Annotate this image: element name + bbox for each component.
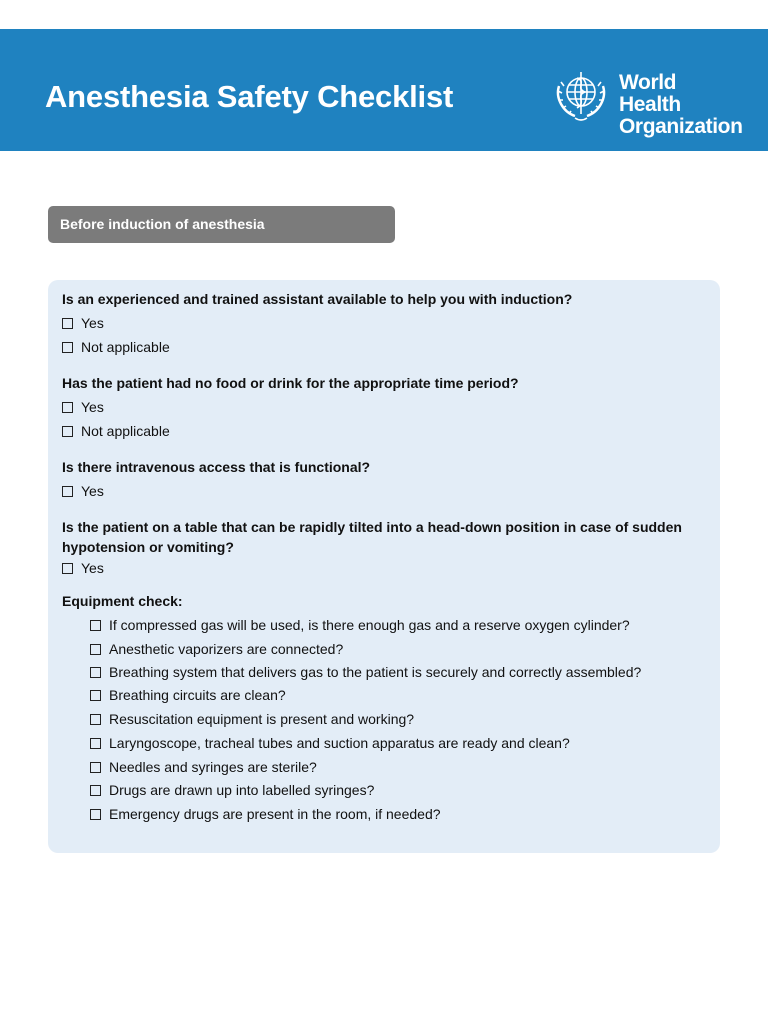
checkbox-option[interactable] <box>62 397 104 417</box>
question-1: Is an experienced and trained assistant available to help you with induction? <box>62 291 573 307</box>
equipment-item-label: Needles and syringes are sterile? <box>109 759 317 775</box>
equipment-item[interactable] <box>90 733 570 753</box>
page-title: Anesthesia Safety Checklist <box>45 79 454 114</box>
equipment-item[interactable] <box>90 757 317 777</box>
checkbox-icon[interactable] <box>62 402 73 413</box>
checkbox-option[interactable] <box>62 337 170 357</box>
equipment-item-label: Drugs are drawn up into labelled syringes? <box>109 782 375 798</box>
who-name-line1: World Health <box>619 71 681 116</box>
equipment-item[interactable] <box>90 615 630 635</box>
checkbox-option[interactable] <box>62 421 170 441</box>
who-name <box>619 72 743 138</box>
checkbox-icon[interactable] <box>90 809 101 820</box>
checkbox-icon[interactable] <box>90 620 101 631</box>
equipment-item-label: If compressed gas will be used, is there enough gas and a reserve oxygen cylinder? <box>109 617 630 633</box>
equipment-item-label: Breathing system that delivers gas to the patient is securely and correctly assembled? <box>109 664 642 680</box>
checkbox-icon[interactable] <box>62 426 73 437</box>
equipment-item-label: Emergency drugs are present in the room, if needed? <box>109 806 441 822</box>
checkbox-icon[interactable] <box>90 762 101 773</box>
section-title: Before induction of anesthesia <box>48 206 395 243</box>
equipment-check-title: Equipment check: <box>62 593 183 609</box>
equipment-item[interactable] <box>90 685 286 705</box>
checkbox-icon[interactable] <box>90 667 101 678</box>
equipment-item[interactable] <box>90 639 343 659</box>
equipment-item[interactable] <box>90 662 641 682</box>
option-label: Yes <box>81 315 104 331</box>
option-label: Not applicable <box>81 339 170 355</box>
option-label: Yes <box>81 560 104 576</box>
question-2: Has the patient had no food or drink for the appropriate time period? <box>62 375 519 391</box>
checkbox-icon[interactable] <box>62 486 73 497</box>
who-emblem-icon <box>551 64 611 124</box>
option-label: Yes <box>81 483 104 499</box>
equipment-item-label: Breathing circuits are clean? <box>109 687 286 703</box>
checkbox-icon[interactable] <box>62 342 73 353</box>
checkbox-icon[interactable] <box>62 318 73 329</box>
checkbox-icon[interactable] <box>90 738 101 749</box>
question-3: Is there intravenous access that is functional? <box>62 459 371 475</box>
checklist-panel <box>48 280 720 853</box>
who-name-line2: Organization <box>619 115 743 138</box>
checkbox-icon[interactable] <box>90 785 101 796</box>
checkbox-option[interactable] <box>62 481 104 501</box>
who-logo <box>551 64 743 138</box>
option-label: Not applicable <box>81 423 170 439</box>
checkbox-icon[interactable] <box>90 644 101 655</box>
checkbox-icon[interactable] <box>90 714 101 725</box>
equipment-item[interactable] <box>90 709 414 729</box>
checkbox-icon[interactable] <box>90 690 101 701</box>
checkbox-icon[interactable] <box>62 563 73 574</box>
equipment-item-label: Laryngoscope, tracheal tubes and suction apparatus are ready and clean? <box>109 735 570 751</box>
equipment-item[interactable] <box>90 780 374 800</box>
equipment-item[interactable] <box>90 804 441 824</box>
equipment-item-label: Resuscitation equipment is present and working? <box>109 711 415 727</box>
checkbox-option[interactable] <box>62 313 104 333</box>
option-label: Yes <box>81 399 104 415</box>
checkbox-option[interactable] <box>62 558 104 578</box>
question-4: Is the patient on a table that can be rapidly tilted into a head-down position in case of sudden hypotension or vomiting? <box>62 519 682 555</box>
equipment-item-label: Anesthetic vaporizers are connected? <box>109 641 344 657</box>
header-banner <box>0 29 768 151</box>
